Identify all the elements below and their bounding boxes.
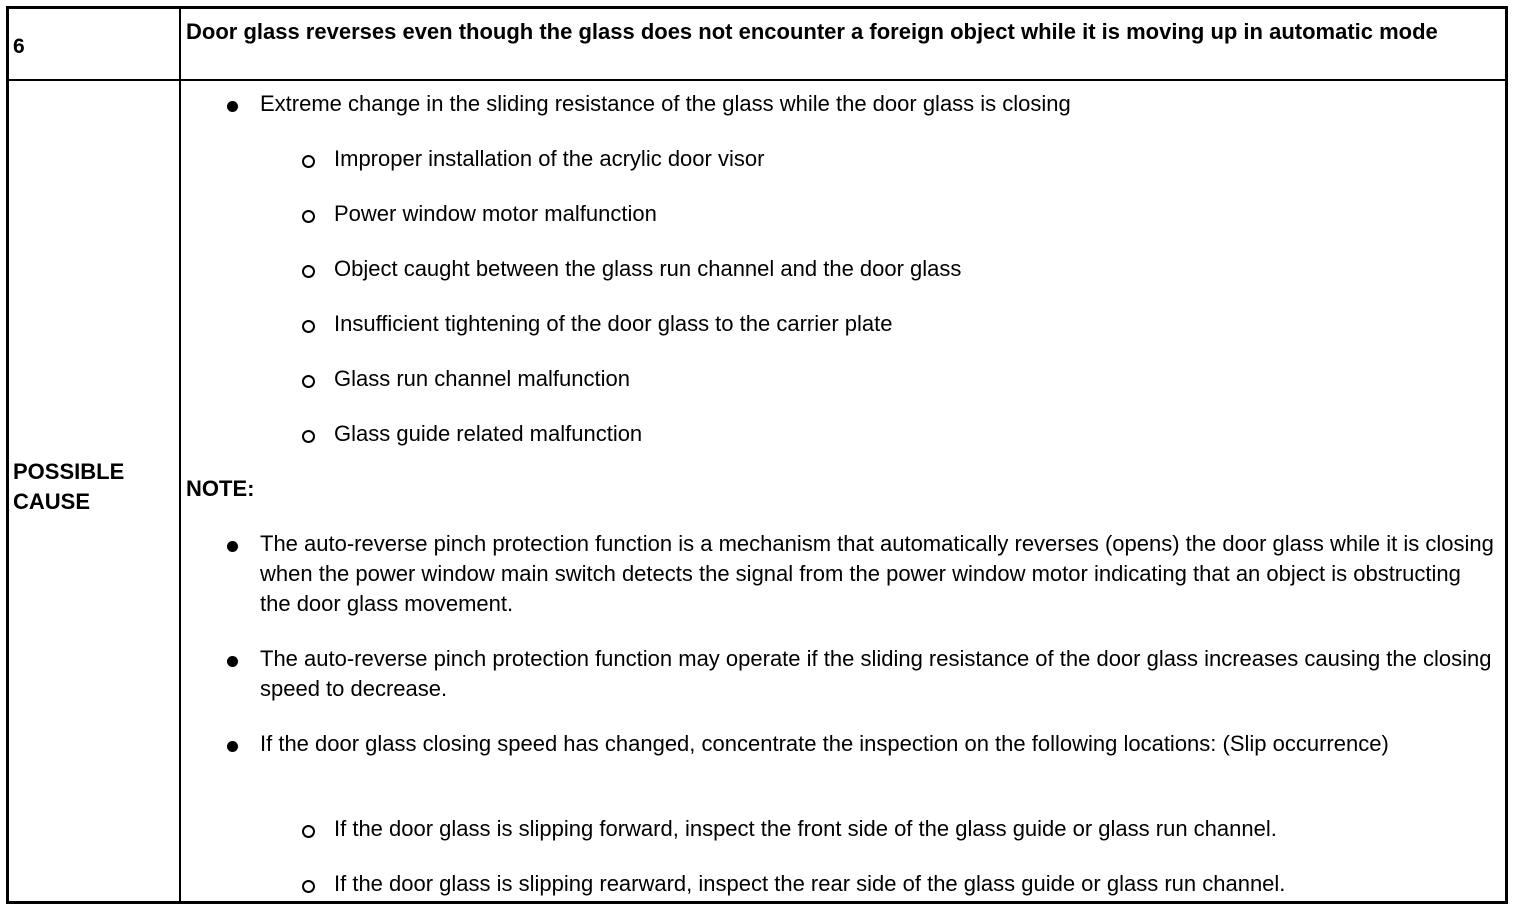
note-label: NOTE: [186, 476, 255, 501]
cause-subitem-text: Improper installation of the acrylic door visor [334, 146, 765, 171]
note-subitem-text: If the door glass is slipping rearward, inspect the rear side of the glass guide or glass run channel. [334, 871, 1286, 896]
symptom-title: Door glass reverses even though the glass does not encounter a foreign object while it is moving up in automatic mode [181, 9, 1505, 81]
note-text: The auto-reverse pinch protection function may operate if the sliding resistance of the door glass increases causing the closing speed to decrease. [260, 646, 1492, 701]
circle-bullet-icon [302, 880, 315, 893]
note-text: If the door glass closing speed has changed, concentrate the inspection on the following locations: (Slip occurrence) [260, 731, 1389, 756]
note-text: The auto-reverse pinch protection function is a mechanism that automatically reverses (opens) the door glass while it is closing when the power window main switch detects the signal from the power window motor indicating that an object is obstructing the door glass movement. [260, 531, 1494, 616]
troubleshooting-table [6, 6, 1508, 904]
note-subitem-text: If the door glass is slipping forward, inspect the front side of the glass guide or glass run channel. [334, 816, 1277, 841]
bullet-icon [227, 101, 238, 112]
possible-cause-label-text: POSSIBLE CAUSE [13, 459, 125, 514]
circle-bullet-icon [302, 265, 315, 278]
cause-text: Extreme change in the sliding resistance of the glass while the door glass is closing [260, 91, 1071, 116]
circle-bullet-icon [302, 430, 315, 443]
bullet-icon [227, 656, 238, 667]
bullet-icon [227, 541, 238, 552]
cause-subitem-text: Object caught between the glass run channel and the door glass [334, 256, 962, 281]
cause-subitem-text: Power window motor malfunction [334, 201, 657, 226]
row-number: 6 [9, 9, 181, 81]
circle-bullet-icon [302, 155, 315, 168]
bullet-icon [227, 741, 238, 752]
cause-subitem-text: Glass run channel malfunction [334, 366, 630, 391]
possible-cause-content [181, 81, 1505, 901]
circle-bullet-icon [302, 210, 315, 223]
circle-bullet-icon [302, 320, 315, 333]
cause-subitem-text: Glass guide related malfunction [334, 421, 643, 446]
cause-subitem-text: Insufficient tightening of the door glass to the carrier plate [334, 311, 893, 336]
circle-bullet-icon [302, 825, 315, 838]
possible-cause-label [9, 81, 181, 901]
circle-bullet-icon [302, 375, 315, 388]
